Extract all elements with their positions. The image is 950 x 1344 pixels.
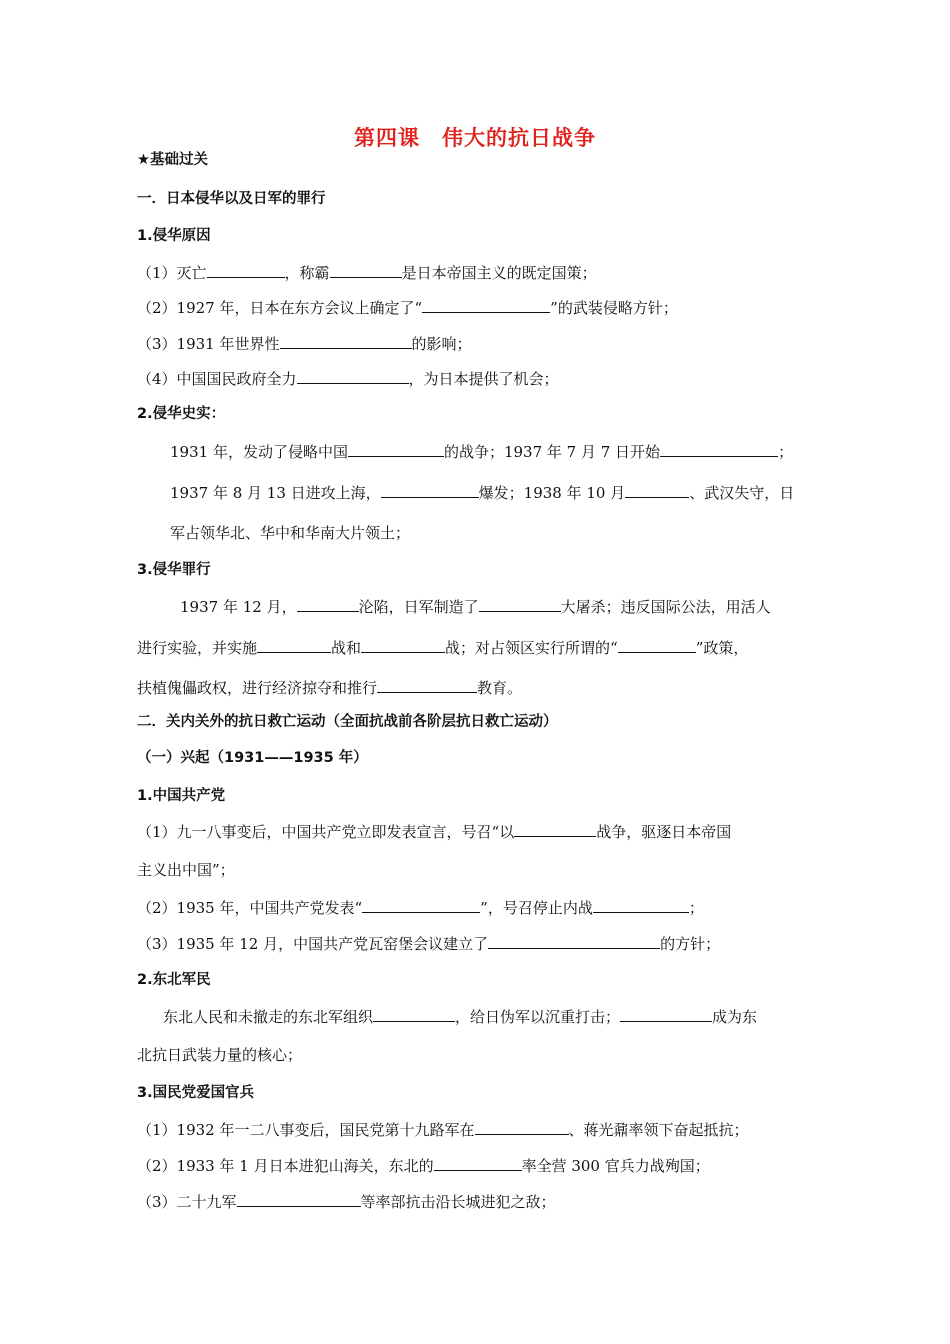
text: 大屠杀；违反国际公法，用活人 [560, 598, 771, 616]
text: 1931 年，发动了侵略中国 [170, 443, 348, 461]
northeast-line-1 [163, 1006, 757, 1027]
text: 1937 年 8 月 13 日进攻上海， [170, 484, 381, 502]
text: ”政策， [695, 639, 749, 657]
subsection-kmt: 3.国民党爱国官兵 [137, 1085, 255, 1101]
text: 成为东 [712, 1008, 758, 1026]
text: ； [688, 899, 704, 917]
northeast-line-2: 北抗日武装力量的核心； [137, 1046, 303, 1064]
fill-blank[interactable] [625, 482, 689, 498]
fill-blank[interactable] [620, 1006, 712, 1022]
text: （1）1932 年一二八事变后，国民党第十九路军在 [137, 1121, 475, 1139]
fill-blank[interactable] [362, 897, 480, 913]
subsection-invasion-crimes: 3.侵华罪行 [137, 562, 211, 578]
fill-blank[interactable] [381, 482, 479, 498]
text: 、武汉失守，日 [689, 484, 795, 502]
fill-blank[interactable] [237, 1191, 361, 1207]
text: 沦陷，日军制造了 [358, 598, 479, 616]
fill-blank[interactable] [514, 821, 596, 837]
text: 东北人民和未撤走的东北军组织 [163, 1008, 374, 1026]
text: 1937 年 12 月， [180, 598, 297, 616]
basics-heading: ★基础过关 [137, 152, 208, 168]
cause-item-3 [137, 333, 472, 354]
facts-line-1 [170, 441, 793, 462]
fill-blank[interactable] [348, 441, 444, 457]
kmt-item-2 [137, 1155, 710, 1176]
fill-blank[interactable] [422, 297, 550, 313]
text: 进行实验，并实施 [137, 639, 258, 657]
fill-blank[interactable] [361, 637, 445, 653]
fill-blank[interactable] [257, 637, 331, 653]
text: 等率部抗击沿长城进犯之敌； [360, 1193, 556, 1211]
subsection-rise: （一）兴起（1931——1935 年） [137, 750, 368, 766]
text: 战和 [331, 639, 362, 657]
kmt-item-1 [137, 1119, 749, 1140]
text: （3）二十九军 [137, 1193, 237, 1211]
text: （3）1931 年世界性 [137, 335, 280, 353]
text: 的影响； [411, 335, 472, 353]
text: 、蒋光鼐率领下奋起抵抗； [568, 1121, 749, 1139]
subsection-invasion-facts: 2.侵华史实： [137, 406, 226, 422]
text: 的战争；1937 年 7 月 7 日开始 [443, 443, 661, 461]
text: 扶植傀儡政权，进行经济掠夺和推行 [137, 679, 378, 697]
text: 爆发；1938 年 10 月 [478, 484, 626, 502]
fill-blank[interactable] [377, 677, 477, 693]
text: 的方针； [660, 935, 721, 953]
text: ”，号召停止内战 [480, 899, 593, 917]
text: （4）中国国民政府全力 [137, 370, 297, 388]
ccp-item-2 [137, 897, 704, 918]
ccp-item-1-cont: 主义出中国”； [137, 861, 235, 879]
cause-item-1 [137, 262, 597, 283]
subsection-northeast: 2.东北军民 [137, 972, 211, 988]
fill-blank[interactable] [297, 596, 359, 612]
text: （1）九一八事变后，中国共产党立即发表宣言，号召“以 [137, 823, 515, 841]
text: ，为日本提供了机会； [408, 370, 559, 388]
section-1-heading: 一．日本侵华以及日军的罪行 [137, 191, 326, 207]
text: （2）1933 年 1 月日本进犯山海关，东北的 [137, 1157, 434, 1175]
page-title: 第四课 伟大的抗日战争 [354, 126, 596, 150]
fill-blank[interactable] [280, 333, 412, 349]
text: 率全营 300 官兵力战殉国； [521, 1157, 710, 1175]
fill-blank[interactable] [434, 1155, 522, 1171]
fill-blank[interactable] [618, 637, 696, 653]
cause-item-4 [137, 368, 559, 389]
fill-blank[interactable] [660, 441, 778, 457]
cause-item-2 [137, 297, 678, 318]
kmt-item-3 [137, 1191, 556, 1212]
fill-blank[interactable] [373, 1006, 455, 1022]
facts-line-3: 军占领华北、华中和华南大片领土； [170, 524, 411, 542]
fill-blank[interactable] [479, 596, 561, 612]
text: （3）1935 年 12 月，中国共产党瓦窑堡会议建立了 [137, 935, 489, 953]
ccp-item-1 [137, 821, 731, 842]
text: （1）灭亡 [137, 264, 207, 282]
fill-blank[interactable] [330, 262, 402, 278]
fill-blank[interactable] [207, 262, 285, 278]
subsection-invasion-causes: 1.侵华原因 [137, 228, 211, 244]
text: ”的武装侵略方针； [550, 299, 678, 317]
text: ； [778, 443, 794, 461]
fill-blank[interactable] [488, 933, 660, 949]
subsection-ccp: 1.中国共产党 [137, 788, 226, 804]
section-2-heading: 二．关内关外的抗日救亡运动（全面抗战前各阶层抗日救亡运动） [137, 714, 558, 730]
text: 教育。 [477, 679, 523, 697]
fill-blank[interactable] [593, 897, 689, 913]
text: 是日本帝国主义的既定国策； [401, 264, 597, 282]
fill-blank[interactable] [297, 368, 409, 384]
ccp-item-3 [137, 933, 720, 954]
text: （2）1927 年，日本在东方会议上确定了“ [137, 299, 423, 317]
crimes-line-1 [180, 596, 771, 617]
crimes-line-3 [137, 677, 522, 698]
text: ，称霸 [284, 264, 330, 282]
crimes-line-2 [137, 637, 748, 658]
facts-line-2 [170, 482, 794, 503]
text: 战；对占领区实行所谓的“ [445, 639, 618, 657]
text: 战争，驱逐日本帝国 [596, 823, 732, 841]
fill-blank[interactable] [475, 1119, 569, 1135]
text: （2）1935 年，中国共产党发表“ [137, 899, 363, 917]
text: ，给日伪军以沉重打击； [455, 1008, 621, 1026]
